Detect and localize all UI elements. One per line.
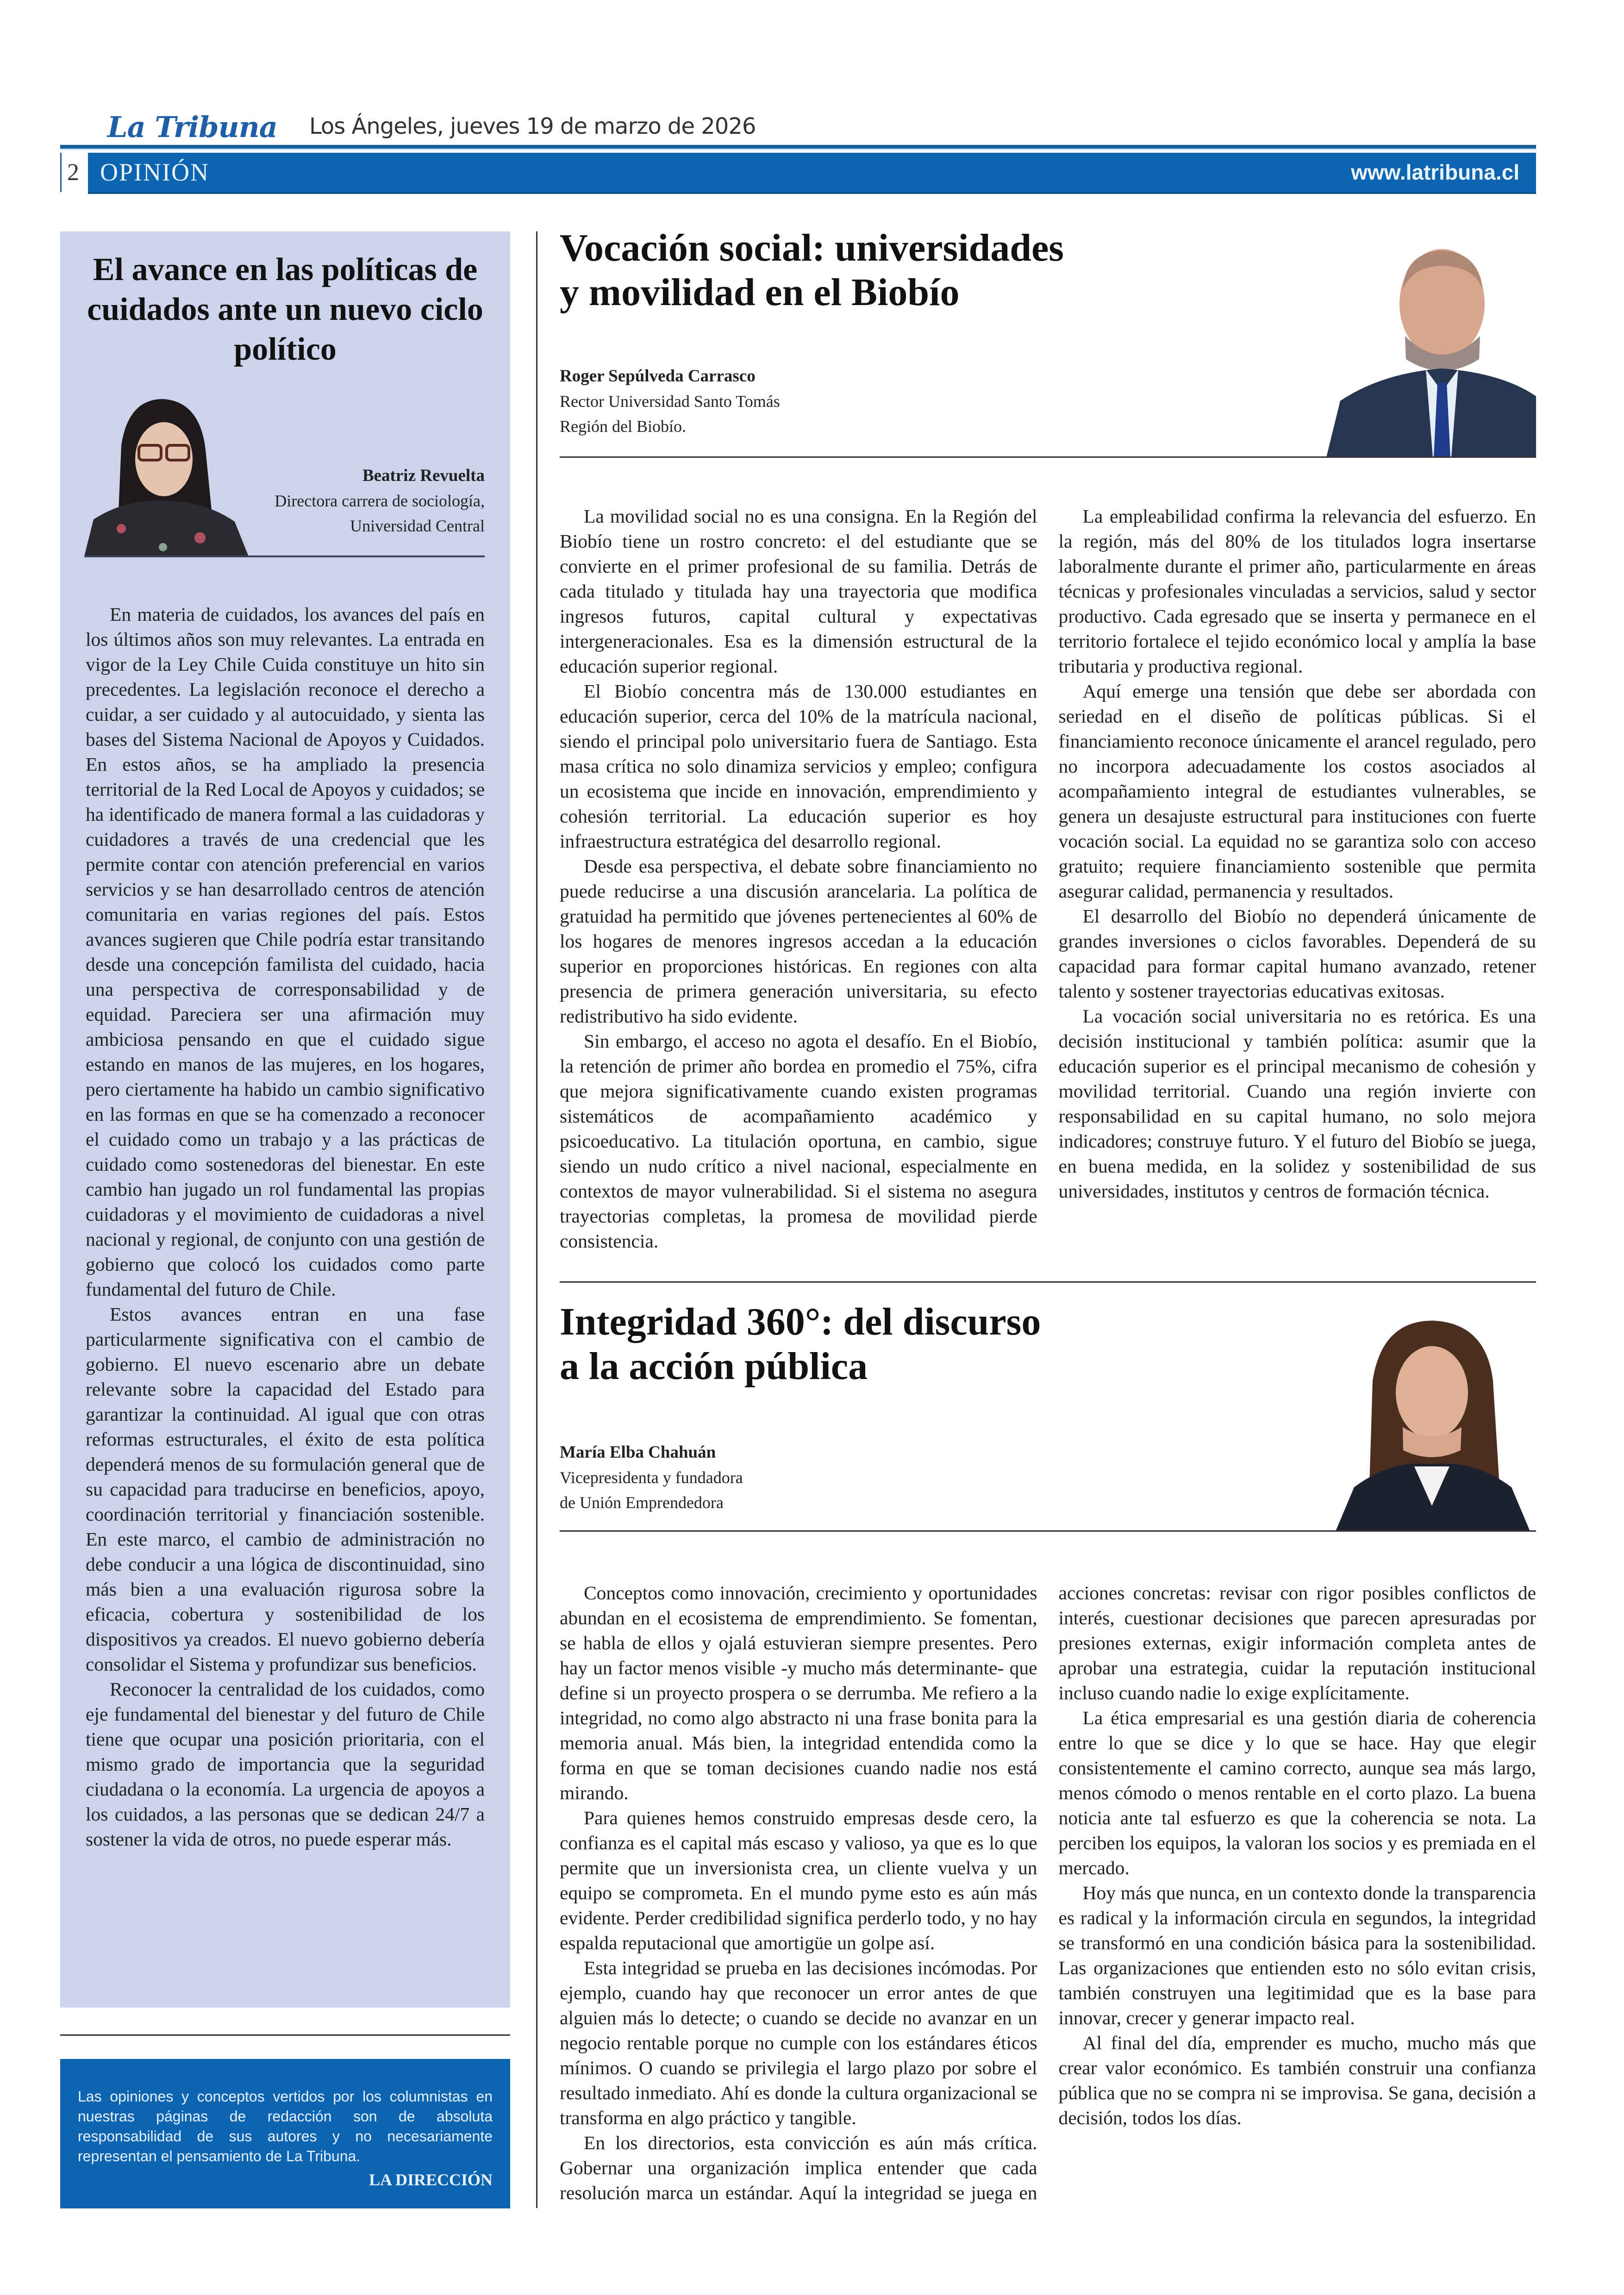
article-paragraph: La empleabilidad confirma la relevancia del esfuerzo. En la región, más del 80% de los titulados logra insertarse laboralmente durante el primer año, particularmente en áreas técnicas y profesionales vinculadas a servicios, salud y sector productivo. Cada egresado que se inserta y permanece en el territorio fortalece el tejido económico local y amplía la base tributaria y productiva regional. (1058, 505, 1536, 677)
author-divider (84, 555, 485, 557)
article-paragraph: El desarrollo del Biobío no dependerá únicamente de grandes inversiones o ciclos favorables. Dependerá de su capacidad para formar capital humano avanzado, retener talento y sostener trayectorias educativas exitosas. (1058, 905, 1536, 1002)
article-paragraph: Aquí emerge una tensión que debe ser abordada con seriedad en el diseño de políticas públicas. Si el financiamiento reconoce únicamente el arancel regulado, pero no incorpora adecuadamente los costos asociados al acompañamiento integral de estudiantes vulnerables, se genera un desajuste estructural para instituciones con fuerte vocación social. La equidad no se garantiza solo con acceso gratuito; requiere financiamiento sostenible que permita asegurar calidad, permanencia y resultados. (1058, 680, 1536, 902)
article-paragraph: Desde esa perspectiva, el debate sobre financiamiento no puede reducirse a una discusión arancelaria. La política de gratuidad ha permitido que jóvenes pertenecientes al 60% de los hogares de menores ingresos accedan a la educación superior en proporciones históricas. En regiones con alta presencia de primera generación universitaria, su efecto redistributivo ha sido evidente. (560, 855, 1037, 1027)
article2-body (560, 1580, 1536, 2210)
article-paragraph: Al final del día, emprender es mucho, mucho más que crear valor económico. Es también construir una confianza pública que no se compra ni se improvisa. Se gana, decisión a decisión, todos los días. (1058, 2032, 1536, 2128)
article-paragraph: Conceptos como innovación, crecimiento y oportunidades abundan en el ecosistema de emprendimiento. Se fomentan, se habla de ellos y ojalá estuvieran siempre presentes. Pero hay un factor menos visible -y mucho más determinante- que define si un proyecto prospera o se derrumba. Me refiero a la integridad, no como algo abstracto ni una frase bonita para la memoria anual. Más bien, la integridad entendida como la forma en que se toman decisiones cuando nadie nos está mirando. (560, 1582, 1037, 1803)
sidebar-article-body (86, 602, 485, 1852)
author-organization: de Unión Emprendedora (560, 1493, 724, 1512)
newspaper-logo: La Tribuna (107, 110, 277, 144)
article-paragraph: Esta integridad se prueba en las decisiones incómodas. Por ejemplo, cuando hay que reconocer un error antes de que alguien más lo detecte; o cuando se decide no avanzar en un negocio rentable porque no cumple con los estándares éticos mínimos. O cuando se privilegia el largo plazo por sobre el resultado inmediato. Ahí es donde la cultura organizacional se transforma en algo práctico y tangible. (560, 1957, 1037, 2128)
article-paragraph: Sin embargo, el acceso no agota el desafío. En el Biobío, la retención de primer año bordea en promedio el 75%, cifra que mejora significativamente cuando existen programas sistemáticos de acompañamiento académico y psicoeducativo. La titulación oportuna, en cambio, sigue siendo un nudo crítico a nivel nacional, especialmente en contextos de mayor vulnerabilidad. Si el sistema no asegura trayectorias completas, la promesa de movilidad pierde consistencia. (560, 1030, 1037, 1252)
disclaimer-signature: LA DIRECCIÓN (369, 2170, 493, 2189)
issue-date: Los Ángeles, jueves 19 de marzo de 2026 (309, 113, 756, 139)
section-bar (60, 153, 1536, 192)
article1-title-line2: y movilidad en el Biobío (560, 271, 960, 314)
disclaimer-box (60, 2059, 510, 2208)
author-role: Vicepresidenta y fundadora (560, 1468, 743, 1487)
article2-header-divider (560, 1530, 1536, 1532)
article-paragraph: En materia de cuidados, los avances del país en los últimos años son muy relevantes. La entrada en vigor de la Ley Chile Cuida constituye un hito sin precedentes. La legislación reconoce el derecho a cuidar, a ser cuidado y al autocuidado, y sienta las bases del Sistema Nacional de Apoyos y Cuidados. En estos años, se ha ampliado la presencia territorial de la Red Local de Apoyos y cuidados; se ha identificado de manera formal a las cuidadoras y cuidadores a través de una credencial que les permite contar con atención preferencial en varios servicios y se han desarrollado centros de atención comunitaria en varias regiones del país. Estos avances sugieren que Chile podría estar transitando desde una concepción familista del cuidado, hacia una perspectiva de corresponsabilidad y de equidad. Pareciera ser una afirmación muy ambiciosa pensando en que el cuidado sigue estando en manos de las mujeres, en los hogares, pero ciertamente ha habido un cambio significativo en las formas en que se ha comenzado a reconocer el cuidado como un trabajo y a las prácticas de cuidado como sostenedoras del bienestar. En este cambio han jugado un rol fundamental las propias cuidadoras y el movimiento de cuidadoras a nivel nacional y regional, de conjunto con una gestión de gobierno que colocó los cuidados como parte fundamental del futuro de Chile. (86, 604, 485, 1300)
author-institution: Universidad Central (350, 517, 485, 535)
disclaimer-text: Las opiniones y conceptos vertidos por los columnistas en nuestras páginas de redacción son de absoluta responsabilidad de sus autores y no necesariamente representan el pensamiento de La Tribuna. (78, 2088, 493, 2164)
article-paragraph: Reconocer la centralidad de los cuidados, como eje fundamental del bienestar y del futuro de Chile tiene que ocupar una posición prioritaria, con el mismo grado de importancia que la seguridad ciudadana o la economía. La urgencia de apoyos a los cuidados, a las personas que se dedican 24/7 a sostener la vida de otros, no puede esperar más. (86, 1678, 485, 1850)
author-name: Beatriz Revuelta (362, 466, 485, 485)
sidebar-column (60, 231, 510, 2008)
article-paragraph: Estos avances entran en una fase particularmente significativa con el cambio de gobierno. El nuevo escenario abre un debate relevante sobre la capacidad del Estado para garantizar la continuidad. Al igual que con otras reformas estructurales, el éxito de esta política dependerá menos de su formulación general que de su capacidad para traducirse en beneficios, apoyo, coordinación territorial y financiación sostenible. En este marco, el cambio de administración no debe conducir a una lógica de discontinuidad, sino más bien a una evaluación rigurosa sobre la eficacia, cobertura y sostenibilidad de los dispositivos ya creados. El nuevo gobierno debería consolidar el Sistema y profundizar sus beneficios. (86, 1303, 485, 1675)
article1-title-line1: Vocación social: universidades (560, 226, 1064, 269)
article-paragraph: Para quienes hemos construido empresas desde cero, la confianza es el capital más escaso y valioso, ya que es lo que permite que un inversionista crea, un cliente vuelva y un equipo se comprometa. En el mundo pyme esto es aún más evidente. Perder credibilidad significa perderlo todo, y no hay espalda reputacional que amortigüe un golpe así. (560, 1807, 1037, 1953)
article1-title (560, 226, 1064, 315)
author-photo-roger (1326, 234, 1536, 457)
article-paragraph: La vocación social universitaria no es retórica. Es una decisión institucional y también política: asumir que la educación superior es el principal mecanismo de cohesión y movilidad territorial. Cuando una región invierte con responsabilidad en su capital humano, no solo mejora indicadores; construye futuro. Y el futuro del Biobío se juega, en buena medida, en la solidez y sostenibilidad de sus universidades, institutos y centros de formación técnica. (1058, 1005, 1536, 1202)
article2-byline (560, 1440, 743, 1515)
article1-byline (560, 363, 780, 439)
author-photo-beatriz (84, 390, 249, 556)
header-divider (60, 145, 1536, 150)
sidebar-author-block (275, 463, 485, 538)
article-paragraph: El Biobío concentra más de 130.000 estudiantes en educación superior, cerca del 10% de la matrícula nacional, siendo el principal polo universitario fuera de Santiago. Esta masa crítica no solo dinamiza servicios y empleo; configura un ecosistema que incide en innovación, emprendimiento y cohesión territorial. La educación superior es hoy infraestructura estratégica del desarrollo regional. (560, 680, 1037, 852)
sidebar-article-title: El avance en las políticas de cuidados ante un nuevo ciclo político (87, 252, 483, 367)
article-paragraph: La ética empresarial es una gestión diaria de coherencia entre lo que se dice y lo que se hace. Hay que elegir consistentemente el camino correcto, aunque sea más largo, menos cómodo o menos rentable en el corto plazo. La buena noticia ante tal esfuerzo es que la coherencia se nota. La perciben los equipos, la valoran los socios y es premiada en el mercado. (1058, 1707, 1536, 1878)
author-name: Roger Sepúlveda Carrasco (560, 367, 756, 386)
article1-header-divider (560, 456, 1536, 458)
author-region: Región del Biobío. (560, 417, 686, 436)
article2-title (560, 1300, 1041, 1389)
website-link[interactable]: www.latribuna.cl (1351, 160, 1519, 184)
author-photo-maria (1326, 1311, 1536, 1531)
article-separator (560, 1281, 1536, 1283)
article2-title-line2: a la acción pública (560, 1345, 868, 1388)
page-number: 2 (60, 153, 85, 192)
section-title: OPINIÓN (100, 158, 209, 186)
author-role: Rector Universidad Santo Tomás (560, 392, 780, 411)
column-divider (536, 231, 537, 2208)
article2-title-line1: Integridad 360°: del discurso (560, 1300, 1041, 1343)
article-paragraph: En los directorios, esta convicción es aún más crítica. Gobernar una organización implica entender que cada resolución marca un estándar. Aquí la integridad se juega en acciones concretas: revisar con rigor posibles conflictos de interés, cuestionar decisiones que parecen apresuradas por presiones externas, exigir información completa antes de aprobar una estrategia, cuidar la reputación institucional incluso cuando nadie lo exige explícitamente. (560, 1582, 1536, 2203)
article-paragraph: La movilidad social no es una consigna. En la Región del Biobío tiene un rostro concreto: el del estudiante que se convierte en el primer profesional de su familia. Detrás de cada titulado y titulada hay una trayectoria que modifica ingresos futuros, capital cultural y expectativas intergeneracionales. Esa es la dimensión estructural de la educación superior regional. (560, 505, 1037, 677)
disclaimer-divider (60, 2034, 510, 2036)
article-paragraph: Hoy más que nunca, en un contexto donde la transparencia es radical y la información circula en segundos, la integridad se transformó en una condición básica para la sostenibilidad. Las organizaciones que entienden esto no sólo evitan crisis, también construyen una legitimidad que es la base para innovar, crecer y generar impacto real. (1058, 1882, 1536, 2028)
author-name: María Elba Chahuán (560, 1443, 716, 1462)
section-banner (88, 153, 1536, 194)
article1-body (560, 504, 1536, 1258)
author-role: Directora carrera de sociología, (275, 492, 485, 510)
